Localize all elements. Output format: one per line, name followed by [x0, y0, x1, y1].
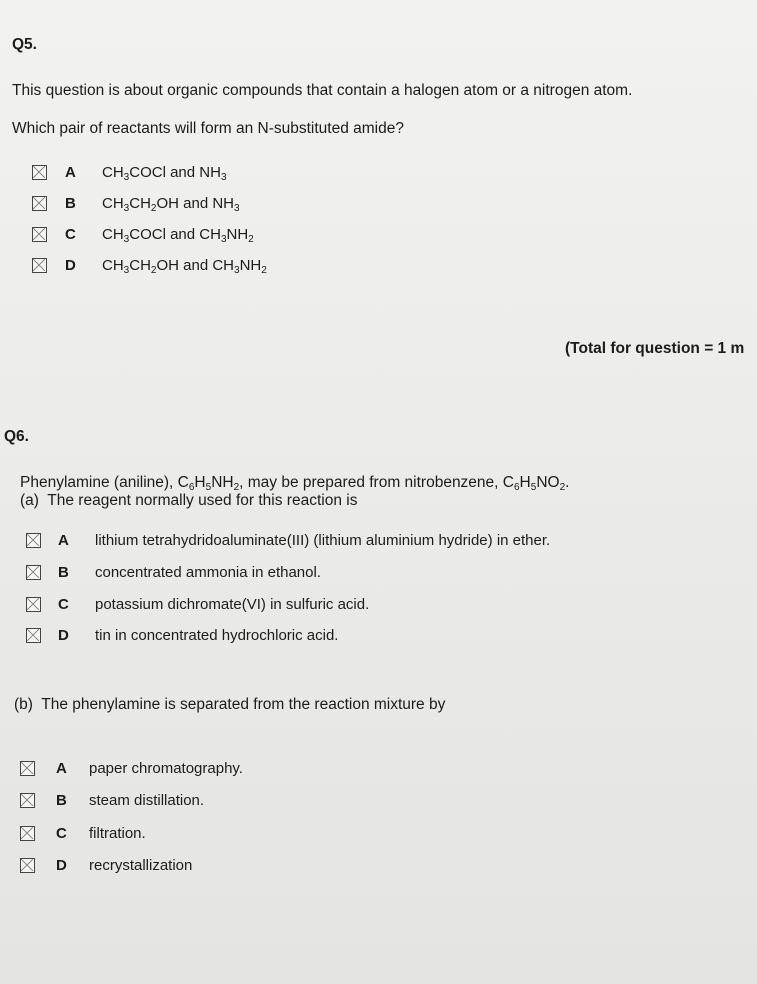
- option-text: paper chromatography.: [89, 760, 243, 777]
- checkbox[interactable]: [32, 258, 47, 273]
- checkbox[interactable]: [26, 628, 41, 643]
- option-letter: D: [56, 857, 67, 874]
- option-text: $CH_3COCl$ and $NH_3$: [102, 164, 227, 183]
- option-text: filtration.: [89, 825, 146, 842]
- option-letter: C: [56, 825, 67, 842]
- option-letter: A: [65, 164, 76, 181]
- total-marks: (Total for question = 1 m: [565, 340, 745, 357]
- option-text: $CH_3COCl$ and $CH_3NH_2$: [102, 226, 254, 245]
- part-question: The reagent normally used for this reaction is: [47, 492, 358, 509]
- part-a-stem: [20, 492, 357, 510]
- option-letter: B: [65, 195, 76, 212]
- checkbox[interactable]: [20, 761, 35, 776]
- option-letter: D: [58, 627, 69, 644]
- question-intro: This question is about organic compounds that contain a halogen atom or a nitrogen atom.: [12, 82, 633, 99]
- question-number: Q6.: [4, 428, 29, 445]
- option-letter: D: [65, 257, 76, 274]
- checkbox[interactable]: [20, 858, 35, 873]
- option-text: $CH_3CH_2OH$ and $NH_3$: [102, 195, 240, 214]
- option-text: steam distillation.: [89, 792, 205, 809]
- option-letter: A: [56, 760, 67, 777]
- option-text: $CH_3CH_2OH$ and $CH_3NH_2$: [102, 257, 267, 276]
- checkbox[interactable]: [32, 227, 47, 242]
- option-text: lithium tetrahydridoaluminate(III) (lithium aluminium hydride) in ether.: [95, 532, 551, 549]
- option-text: tin in concentrated hydrochloric acid.: [95, 627, 339, 644]
- option-letter: B: [58, 564, 69, 581]
- part-label: (b): [14, 696, 33, 713]
- option-letter: A: [58, 532, 69, 549]
- checkbox[interactable]: [32, 196, 47, 211]
- part-label: (a): [20, 492, 39, 509]
- question-number: Q5.: [12, 36, 37, 53]
- part-question: The phenylamine is separated from the reaction mixture by: [41, 696, 446, 713]
- option-text: concentrated ammonia in ethanol.: [95, 564, 321, 581]
- option-text: recrystallization: [89, 857, 193, 874]
- checkbox[interactable]: [20, 826, 35, 841]
- question-stem: Which pair of reactants will form an N-substituted amide?: [12, 120, 404, 137]
- checkbox[interactable]: [26, 533, 41, 548]
- checkbox[interactable]: [26, 597, 41, 612]
- checkbox[interactable]: [26, 565, 41, 580]
- option-text: potassium dichromate(VI) in sulfuric acid.: [95, 596, 370, 613]
- option-letter: B: [56, 792, 67, 809]
- question-intro: Phenylamine (aniline), $C_6H_5NH_2$, may be prepared from nitrobenzene, $C_6H_5NO_2$.: [20, 474, 570, 493]
- part-b-stem: [14, 696, 445, 714]
- option-letter: C: [58, 596, 69, 613]
- checkbox[interactable]: [32, 165, 47, 180]
- checkbox[interactable]: [20, 793, 35, 808]
- option-letter: C: [65, 226, 76, 243]
